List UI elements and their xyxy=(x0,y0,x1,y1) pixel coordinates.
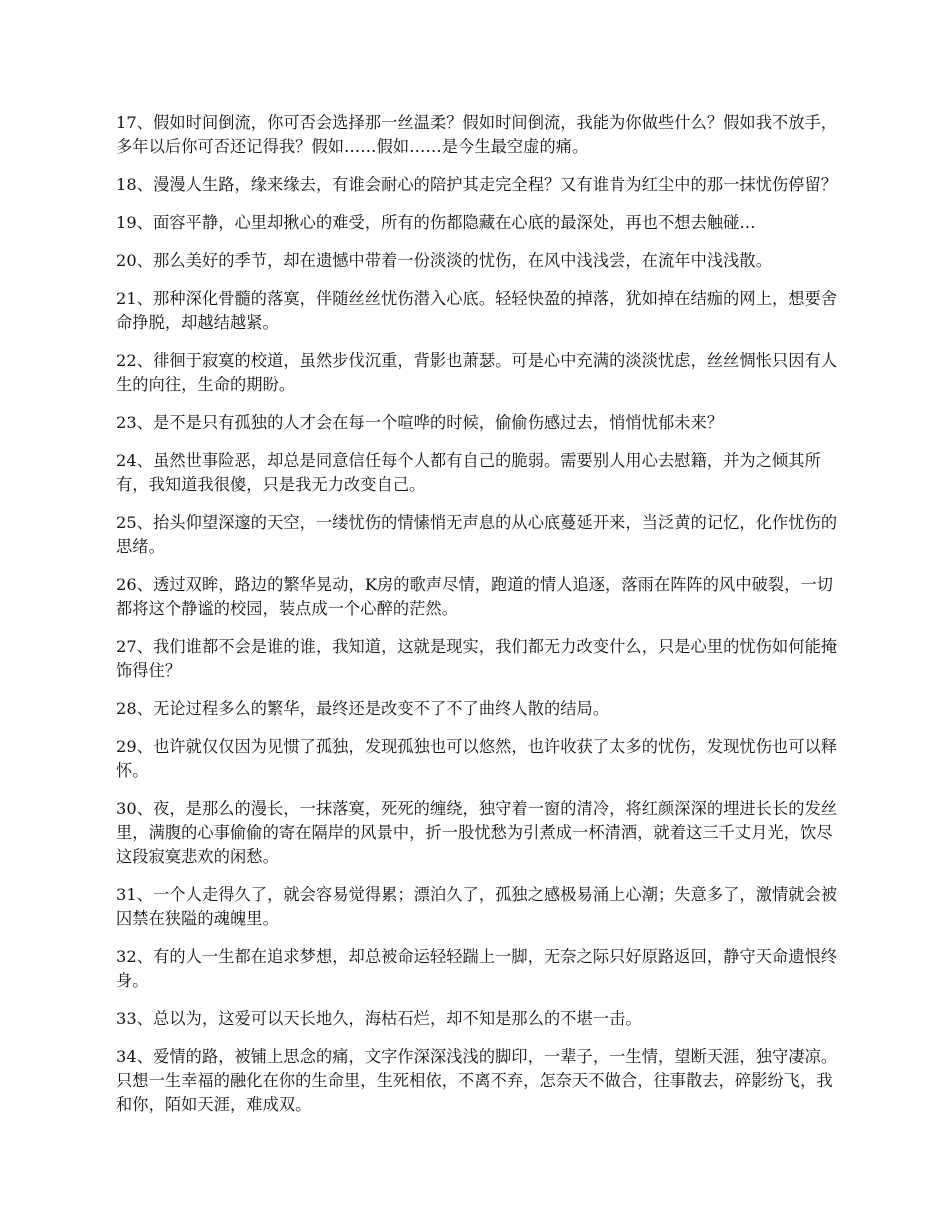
paragraph-22: 22、徘徊于寂寞的校道，虽然步伐沉重，背影也萧瑟。可是心中充满的淡淡忧虑，丝丝惆怅只因有人生的向往，生命的期盼。 xyxy=(116,351,838,394)
paragraph-19: 19、面容平静，心里却揪心的难受，所有的伤都隐藏在心底的最深处，再也不想去触碰… xyxy=(116,213,756,232)
document-body xyxy=(116,111,844,1131)
paragraph-32: 32、有的人一生都在追求梦想，却总被命运轻轻踹上一脚，无奈之际只好原路返回，静守天命遗恨终身。 xyxy=(116,947,838,990)
paragraph-17: 17、假如时间倒流，你可否会选择那一丝温柔？假如时间倒流，我能为你做些什么？假如我不放手，多年以后你可否还记得我？假如……假如……是今生最空虚的痛。 xyxy=(116,113,838,156)
paragraph-23: 23、是不是只有孤独的人才会在每一个喧哗的时候，偷偷伤感过去，悄悄忧郁未来？ xyxy=(116,413,724,432)
paragraph-25: 25、抬头仰望深邃的天空，一缕忧伤的情愫悄无声息的从心底蔓延开来，当泛黄的记忆，化作忧伤的思绪。 xyxy=(116,513,838,556)
paragraph-28: 28、无论过程多么的繁华，最终还是改变不了不了曲终人散的结局。 xyxy=(116,699,610,718)
paragraph-24: 24、虽然世事险恶，却总是同意信任每个人都有自己的脆弱。需要别人用心去慰籍，并为之倾其所有，我知道我很傻，只是我无力改变自己。 xyxy=(116,451,821,494)
paragraph-34: 34、爱情的路，被铺上思念的痛，文字作深深浅浅的脚印，一辈子，一生情，望断天涯，独守凄凉。只想一生幸福的融化在你的生命里，生死相依，不离不弃，怎奈天不做合，往事散去，碎影纷飞，我和你，陌如天涯，难成双。 xyxy=(116,1047,838,1114)
paragraph-26: 26、透过双眸，路边的繁华晃动，K房的歌声尽情，跑道的情人追逐，落雨在阵阵的风中破裂，一切都将这个静谧的校园，装点成一个心醉的茫然。 xyxy=(116,575,834,618)
paragraph-30: 30、夜，是那么的漫长，一抹落寞，死死的缠绕，独守着一窗的清冷，将红颜深深的埋进长长的发丝里，满腹的心事偷偷的寄在隔岸的风景中，折一股忧愁为引煮成一杯清酒，就着这三千丈月光，饮尽这段寂寞悲欢的闲愁。 xyxy=(116,799,838,866)
paragraph-18: 18、漫漫人生路，缘来缘去，有谁会耐心的陪护其走完全程？又有谁肯为红尘中的那一抹忧伤停留？ xyxy=(116,175,838,194)
paragraph-29: 29、也许就仅仅因为见惯了孤独，发现孤独也可以悠然，也许收获了太多的忧伤，发现忧伤也可以释怀。 xyxy=(116,737,838,780)
paragraph-31: 31、一个人走得久了，就会容易觉得累；漂泊久了，孤独之感极易涌上心潮；失意多了，激情就会被囚禁在狭隘的魂魄里。 xyxy=(116,885,838,928)
paragraph-20: 20、那么美好的季节，却在遗憾中带着一份淡淡的忧伤，在风中浅浅尝，在流年中浅浅散。 xyxy=(116,251,773,270)
paragraph-27: 27、我们谁都不会是谁的谁，我知道，这就是现实，我们都无力改变什么，只是心里的忧伤如何能掩饰得住？ xyxy=(116,637,838,680)
paragraph-33: 33、总以为，这爱可以天长地久，海枯石烂，却不知是那么的不堪一击。 xyxy=(116,1009,642,1028)
paragraph-21: 21、那种深化骨髓的落寞，伴随丝丝忧伤潜入心底。轻轻快盈的掉落，犹如掉在结痂的网上，想要舍命挣脱，却越结越紧。 xyxy=(116,289,838,332)
